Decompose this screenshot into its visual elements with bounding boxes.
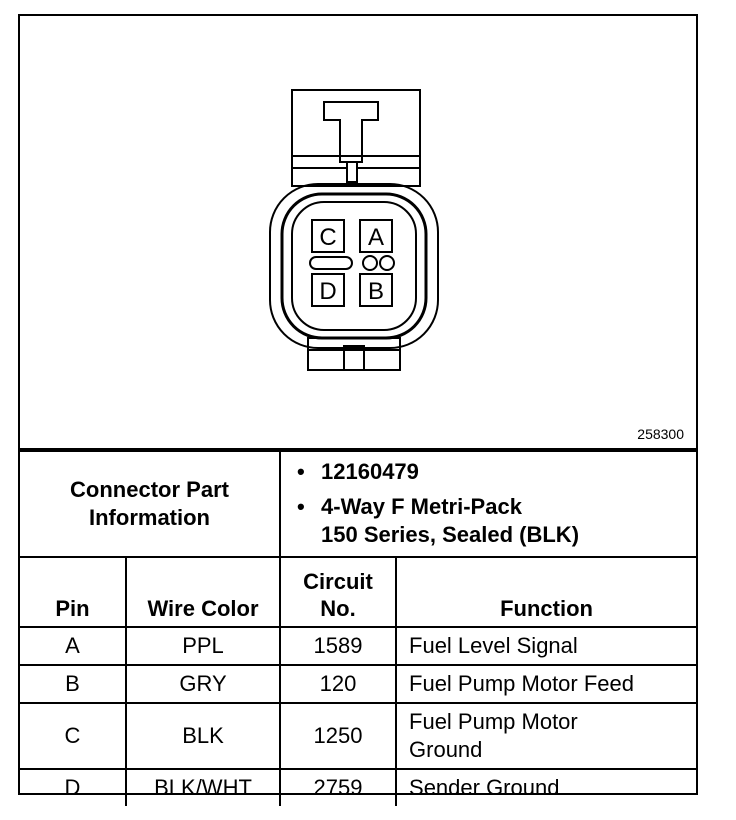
header-circuit: Circuit No. [280, 557, 396, 627]
connector-drawing [20, 16, 696, 448]
cell-wire-color: BLK [126, 703, 280, 769]
table-row [20, 769, 696, 806]
table-row [20, 665, 696, 703]
cell-function: Fuel Pump Motor Feed [396, 665, 696, 703]
bottom-lug [308, 338, 400, 370]
cell-wire-color: GRY [126, 665, 280, 703]
cell-pin: A [20, 627, 126, 665]
connector-figure [20, 16, 696, 450]
cell-function: Fuel Pump Motor Ground [396, 703, 696, 769]
table-row [20, 627, 696, 665]
pin-label-b: B [367, 278, 385, 305]
key-circle-right [380, 256, 394, 270]
key-circle-left [363, 256, 377, 270]
info-details [280, 451, 696, 557]
connector-table [20, 450, 696, 806]
pin-label-a: A [367, 224, 385, 251]
connector-body [270, 184, 438, 348]
diagram-frame [18, 14, 698, 800]
cell-circuit: 2759 [280, 769, 396, 806]
cell-wire-color: PPL [126, 627, 280, 665]
cell-circuit: 1589 [280, 627, 396, 665]
header-pin: Pin [20, 557, 126, 627]
cell-wire-color: BLK/WHT [126, 769, 280, 806]
cell-pin: C [20, 703, 126, 769]
cell-circuit: 120 [280, 665, 396, 703]
pin-label-d: D [319, 278, 337, 305]
cell-circuit: 1250 [280, 703, 396, 769]
header-wire-color: Wire Color [126, 557, 280, 627]
part-description: • 4-Way F Metri-Pack 150 Series, Sealed (BLK) [321, 493, 696, 549]
info-label: Connector Part Information [20, 451, 280, 557]
header-row [20, 557, 696, 627]
lock-tab [324, 102, 378, 162]
part-number: • 12160479 [321, 458, 696, 486]
cell-function: Sender Ground [396, 769, 696, 806]
cell-pin: B [20, 665, 126, 703]
table-row [20, 703, 696, 769]
pin-label-c: C [319, 224, 337, 251]
cell-pin: D [20, 769, 126, 806]
cell-function: Fuel Level Signal [396, 627, 696, 665]
info-row [20, 451, 696, 557]
header-function: Function [396, 557, 696, 627]
figure-id: 258300 [637, 426, 684, 442]
